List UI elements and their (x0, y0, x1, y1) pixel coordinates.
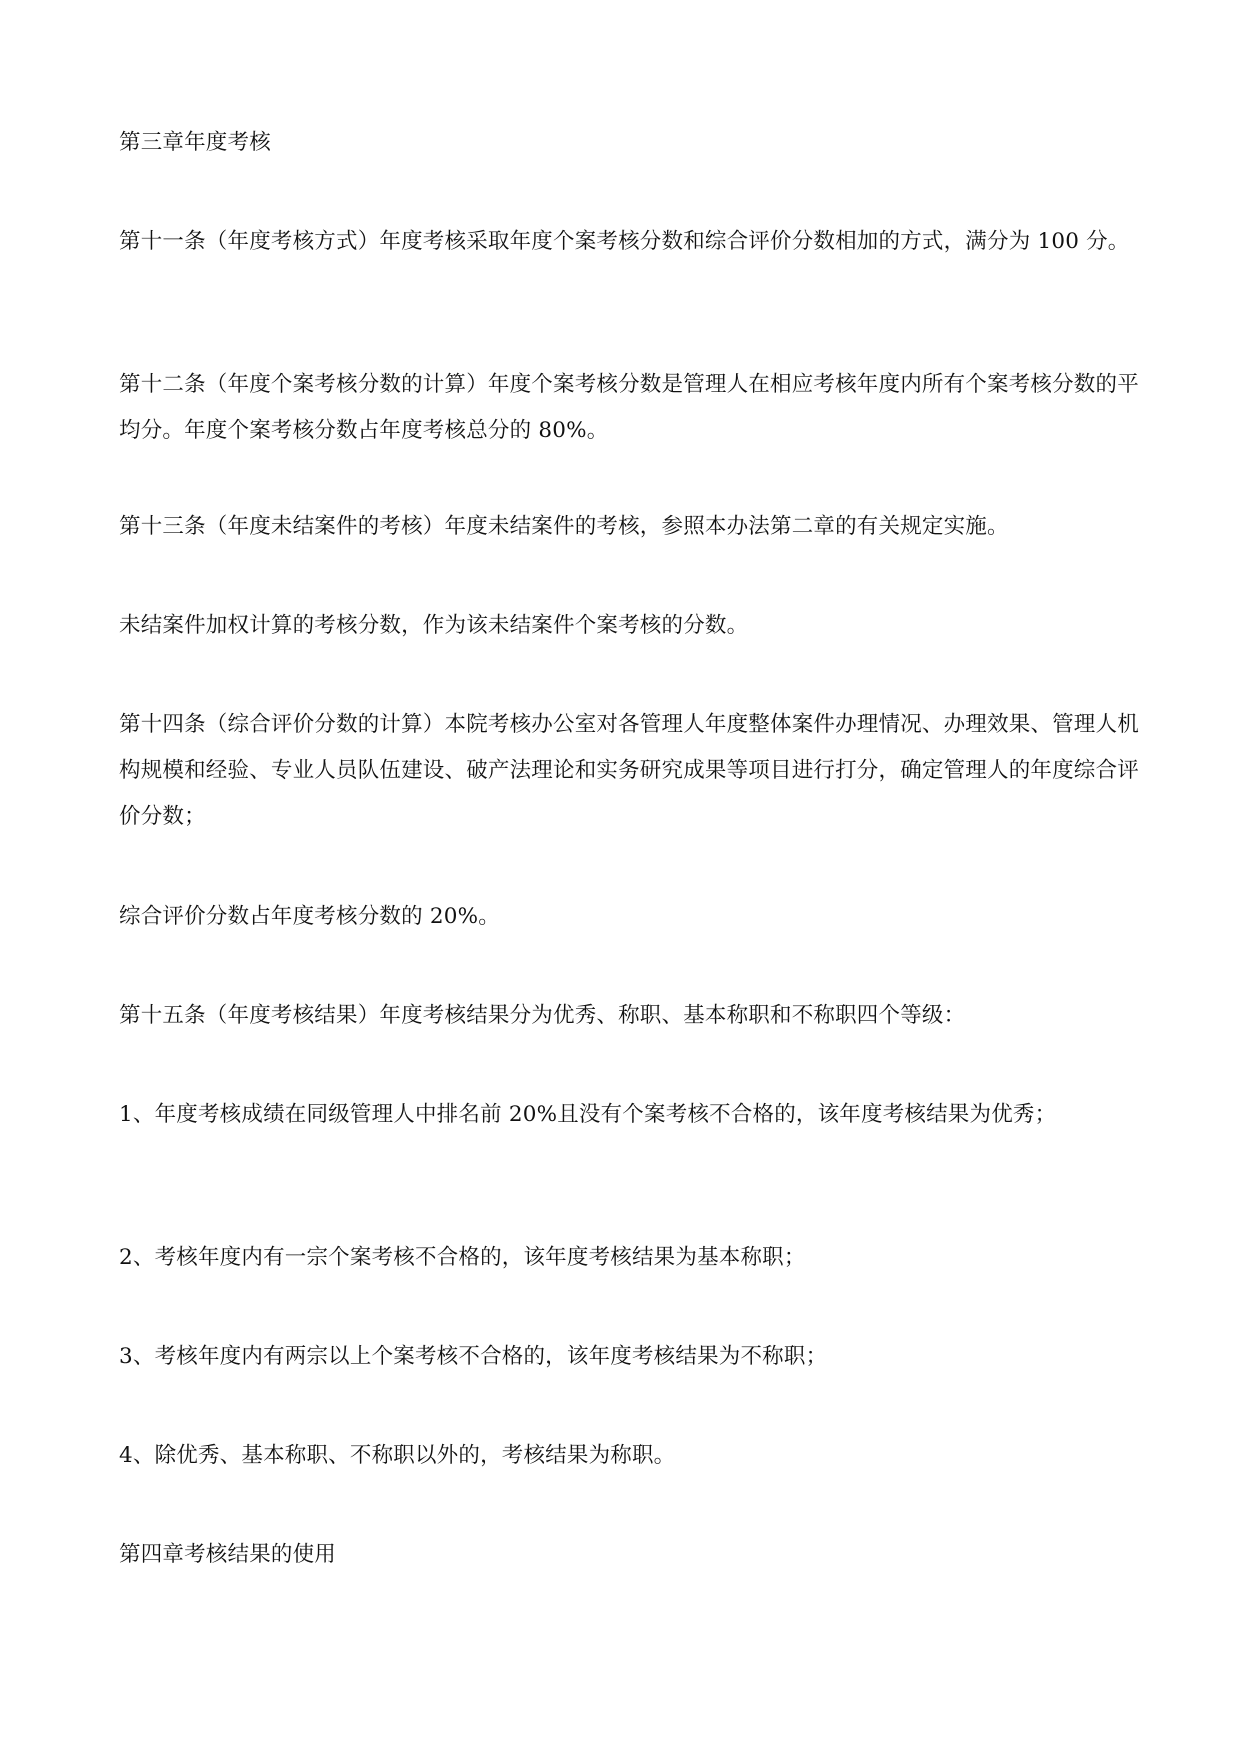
list-item-1: 1、年度考核成绩在同级管理人中排名前 20%且没有个案考核不合格的，该年度考核结果为优秀； (119, 1102, 1057, 1127)
chapter-3-heading: 第三章年度考核 (119, 130, 271, 155)
article-12: 第十二条（年度个案考核分数的计算）年度个案考核分数是管理人在相应考核年度内所有个案考核分数的平均分。年度个案考核分数占年度考核总分的 80%。 (119, 372, 1139, 443)
list-item-3: 3、考核年度内有两宗以上个案考核不合格的，该年度考核结果为不称职； (119, 1344, 828, 1369)
article-13: 第十三条（年度未结案件的考核）年度未结案件的考核，参照本办法第二章的有关规定实施。 (119, 514, 1009, 539)
list-item-2: 2、考核年度内有一宗个案考核不合格的，该年度考核结果为基本称职； (119, 1245, 806, 1270)
article-14: 第十四条（综合评价分数的计算）本院考核办公室对各管理人年度整体案件办理情况、办理效果、管理人机构规模和经验、专业人员队伍建设、破产法理论和实务研究成果等项目进行打分，确定管理人的年度综合评价分数； (119, 712, 1139, 829)
article-13-continuation: 未结案件加权计算的考核分数，作为该未结案件个案考核的分数。 (119, 613, 749, 638)
article-11: 第十一条（年度考核方式）年度考核采取年度个案考核分数和综合评价分数相加的方式，满分为 100 分。 (119, 229, 1130, 254)
article-15: 第十五条（年度考核结果）年度考核结果分为优秀、称职、基本称职和不称职四个等级： (119, 1003, 966, 1028)
article-14-continuation: 综合评价分数占年度考核分数的 20%。 (119, 904, 500, 929)
list-item-4: 4、除优秀、基本称职、不称职以外的，考核结果为称职。 (119, 1443, 676, 1468)
chapter-4-heading: 第四章考核结果的使用 (119, 1542, 337, 1567)
